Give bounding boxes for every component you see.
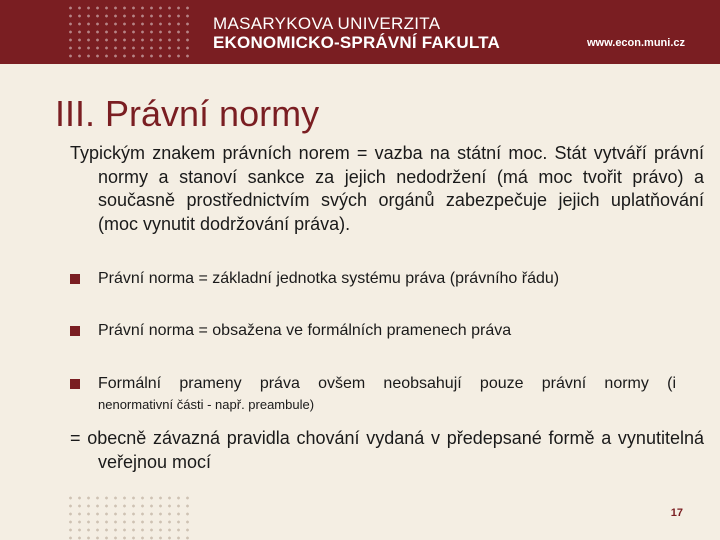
university-name: MASARYKOVA UNIVERZITA [213, 14, 441, 33]
bullet-square-icon [70, 379, 80, 389]
conclusion-paragraph: = obecně závazná pravidla chování vydaná v předepsané formě a vynutitelná veřejnou mocí [70, 428, 704, 472]
bullet-text: Formální prameny práva ovšem neobsahují pouze právní normy (i [98, 375, 676, 392]
bullet-item [70, 373, 676, 394]
page-number: 17 [670, 507, 683, 519]
bullet-square-icon [70, 274, 80, 284]
bullet-item [70, 320, 676, 341]
bullet-text: Právní norma = obsažena ve formálních pramenech práva [98, 322, 512, 339]
faculty-name: EKONOMICKO-SPRÁVNÍ FAKULTA [213, 33, 500, 52]
logo-pattern [66, 4, 190, 60]
footer-pattern [66, 494, 190, 540]
header-bar [0, 0, 720, 64]
bullet-item [70, 268, 676, 289]
bullet-text: Právní norma = základní jednotka systému práva (právního řádu) [98, 270, 560, 287]
bullet-square-icon [70, 326, 80, 336]
slide-title: III. Právní normy [55, 93, 320, 134]
intro-paragraph: Typickým znakem právních norem = vazba na státní moc. Stát vytváří právní normy a stanoví sankce za jejich nedodržení (má moc tvořit právo) a současně prostřednictvím svých orgánů zabezpečuje jejich uplatňování (moc vynutit dodržování práva). [70, 143, 704, 234]
bullet-continuation: nenormativní části - např. preambule) [98, 397, 315, 412]
website-url: www.econ.muni.cz [587, 37, 685, 49]
